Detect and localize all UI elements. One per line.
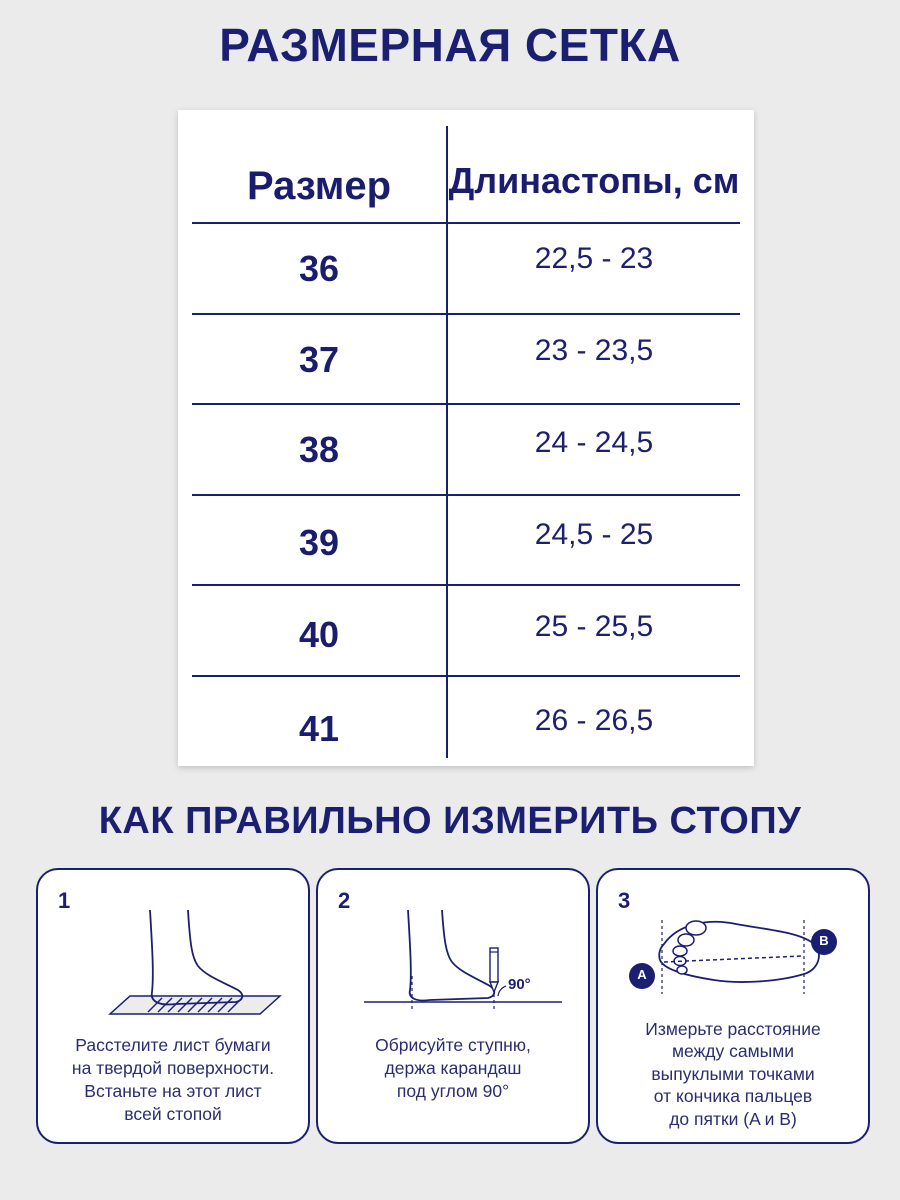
size-cell: 40 bbox=[298, 614, 340, 655]
step-card-3 bbox=[596, 868, 870, 1144]
header-length-line1: Длина bbox=[448, 160, 562, 202]
step-instruction bbox=[608, 1018, 858, 1130]
header-size: Размер bbox=[246, 163, 392, 208]
step-card-1 bbox=[36, 868, 310, 1144]
point-a-label: A bbox=[637, 967, 647, 982]
measure-title: КАК ПРАВИЛЬНО ИЗМЕРИТЬ СТОПУ bbox=[98, 800, 802, 842]
point-b-label: B bbox=[819, 933, 829, 948]
header-length-line2: стопы, см bbox=[561, 160, 740, 202]
step-card-2 bbox=[316, 868, 590, 1144]
angle-label: 90° bbox=[508, 976, 531, 993]
step-text-line: между самыми bbox=[672, 1041, 794, 1062]
length-cell: 23 - 23,5 bbox=[534, 334, 654, 367]
step-text-line: держа карандаш bbox=[384, 1058, 522, 1079]
step-text-line: на твердой поверхности. bbox=[71, 1058, 275, 1079]
size-chart-table bbox=[178, 110, 754, 766]
step-text-line: Измерьте расстояние bbox=[645, 1019, 821, 1039]
size-chart-title: РАЗМЕРНАЯ СЕТКА bbox=[219, 19, 681, 71]
foot-outline-pencil-icon bbox=[338, 904, 572, 1034]
length-cell: 26 - 26,5 bbox=[534, 704, 654, 737]
step-text-line: до пятки (A и B) bbox=[669, 1108, 797, 1129]
size-cell: 39 bbox=[298, 522, 340, 563]
size-cell: 41 bbox=[298, 708, 340, 749]
step-text-line: от кончика пальцев bbox=[653, 1086, 813, 1107]
step-text-line: Расстелите лист бумаги bbox=[75, 1035, 271, 1055]
foot-on-paper-icon bbox=[58, 904, 292, 1034]
foot-sole-measure-icon bbox=[618, 904, 852, 1034]
size-cell: 36 bbox=[298, 248, 340, 289]
step-number: 3 bbox=[618, 888, 631, 913]
step-number: 2 bbox=[338, 888, 351, 913]
step-text-line: Обрисуйте ступню, bbox=[375, 1035, 531, 1055]
size-cell: 37 bbox=[298, 339, 340, 380]
step-number: 1 bbox=[58, 888, 71, 913]
step-text-line: Встаньте на этот лист bbox=[84, 1081, 262, 1102]
step-instruction bbox=[48, 1034, 298, 1126]
length-cell: 22,5 - 23 bbox=[534, 242, 654, 275]
step-text-line: всей стопой bbox=[124, 1104, 222, 1125]
step-text-line: под углом 90° bbox=[396, 1081, 510, 1102]
step-text-line: выпуклыми точками bbox=[651, 1063, 815, 1084]
step-instruction bbox=[328, 1034, 578, 1103]
length-cell: 25 - 25,5 bbox=[534, 610, 654, 643]
length-cell: 24 - 24,5 bbox=[534, 426, 654, 459]
length-cell: 24,5 - 25 bbox=[534, 518, 654, 551]
size-cell: 38 bbox=[298, 429, 340, 470]
